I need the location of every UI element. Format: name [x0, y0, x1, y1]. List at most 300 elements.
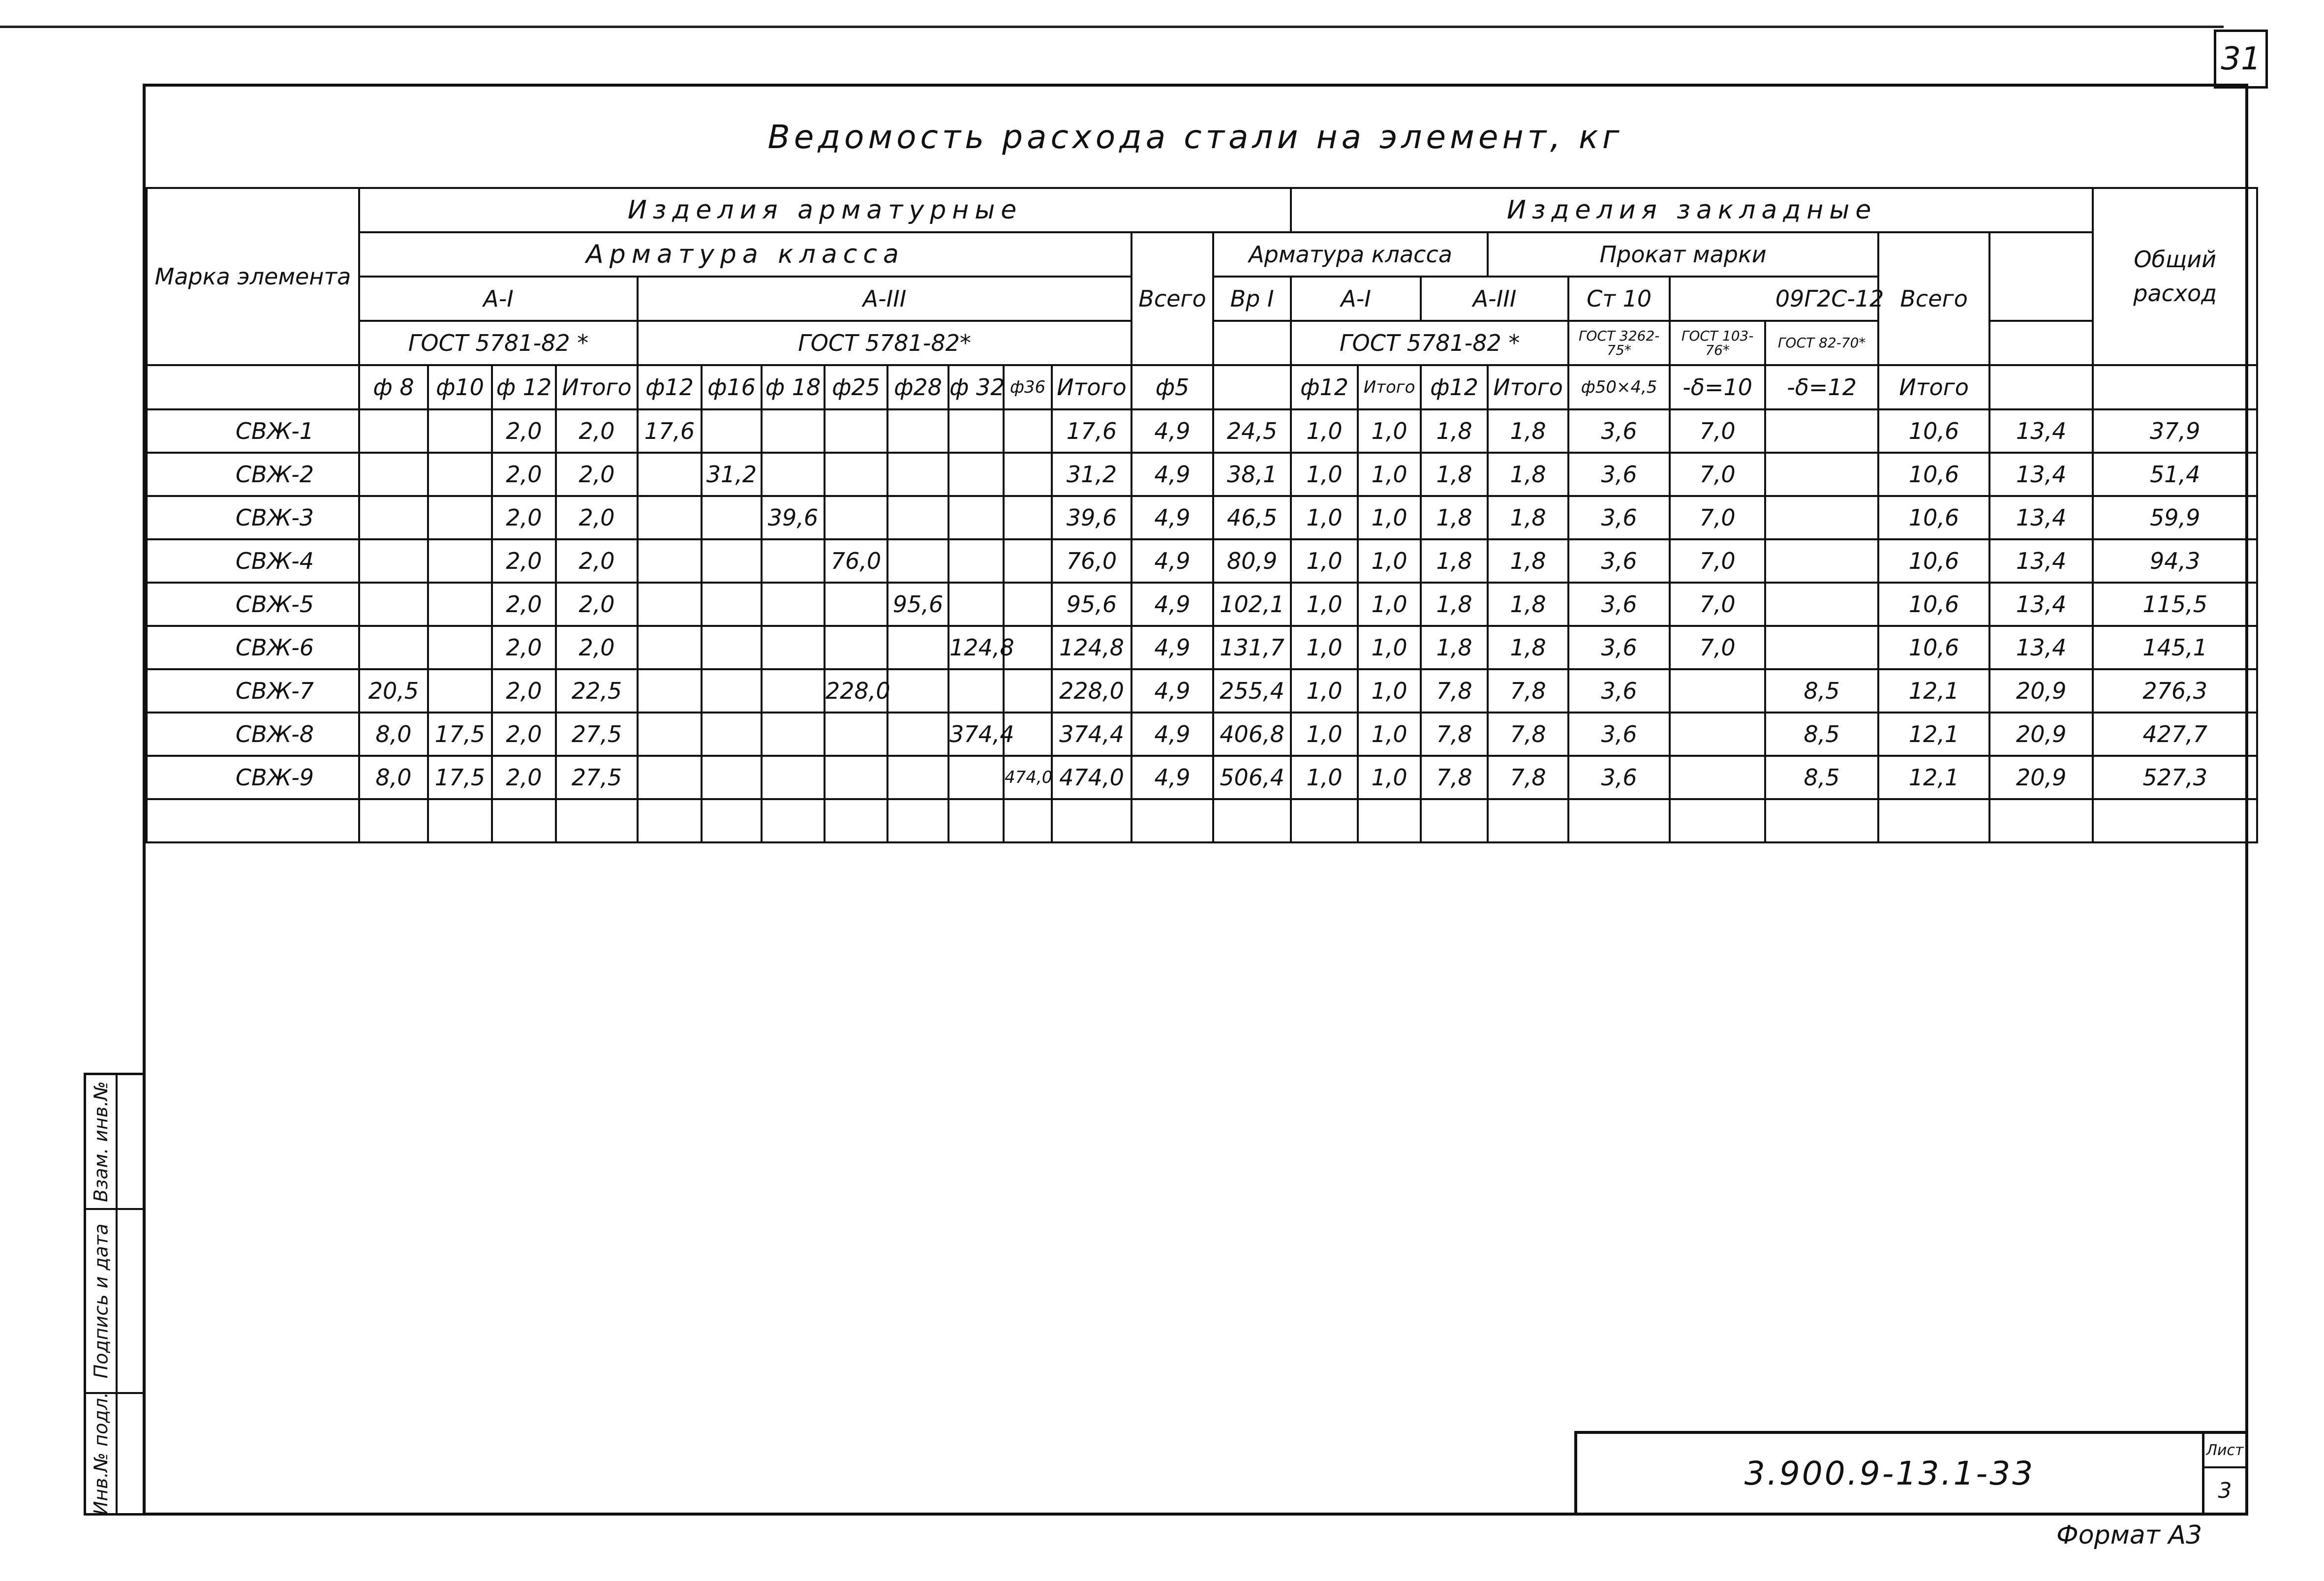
cell-a1-d8: [359, 539, 428, 583]
cell-d12: [1765, 583, 1878, 626]
cell-a1-d8: [359, 496, 428, 539]
cell-e-a1-d12: 1,0: [1291, 453, 1358, 496]
empty-cell: [1052, 799, 1131, 842]
cell-a1-itogo: 2,0: [556, 409, 638, 453]
empty-cell: [1878, 799, 1989, 842]
cell-d10: 7,0: [1670, 409, 1765, 453]
subheader-mark-empty: [147, 365, 359, 409]
subheader-d36: ф36: [1004, 365, 1052, 409]
cell-a3-itogo: 76,0: [1052, 539, 1131, 583]
cell-pipe: 3,6: [1568, 453, 1670, 496]
cell-a3-d25: [825, 756, 887, 799]
cell-a3-d25: 76,0: [825, 539, 887, 583]
cell-a3-itogo: 95,6: [1052, 583, 1131, 626]
cell-a1-d10: [428, 409, 492, 453]
cell-overall: 276,3: [2093, 669, 2257, 713]
header-reinf-class: Арматура класса: [359, 232, 1131, 277]
sheet-label: Лист: [2204, 1434, 2245, 1468]
cell-d10: 7,0: [1670, 583, 1765, 626]
empty-cell: [1989, 799, 2093, 842]
cell-r-itogo: 12,1: [1878, 669, 1989, 713]
header-a1: A-I: [359, 277, 638, 321]
cell-a3-d28: [887, 409, 948, 453]
subheader-d10: ф10: [428, 365, 492, 409]
empty-cell: [147, 799, 359, 842]
cell-a3-d25: [825, 713, 887, 756]
cell-bp-d5: 4,9: [1131, 539, 1213, 583]
row-mark-cell: СВЖ-8: [147, 713, 359, 756]
cell-a3-d28: [887, 496, 948, 539]
subheader-itogo: Итого: [556, 365, 638, 409]
empty-cell: [762, 799, 825, 842]
empty-cell: [825, 799, 887, 842]
cell-a3-itogo: 31,2: [1052, 453, 1131, 496]
header-bp-empty: [1213, 321, 1291, 365]
cell-a3-d32: 124,8: [948, 626, 1004, 669]
cell-r-itogo: 10,6: [1878, 626, 1989, 669]
empty-cell: [948, 799, 1004, 842]
empty-cell: [359, 799, 428, 842]
cell-a3-d28: [887, 539, 948, 583]
cell-e-a3-d12: 7,8: [1421, 756, 1488, 799]
cell-e-a3-d12: 1,8: [1421, 409, 1488, 453]
cell-overall: 51,4: [2093, 453, 2257, 496]
table-row: [147, 453, 2257, 496]
cell-a1-d10: 17,5: [428, 756, 492, 799]
cell-r-itogo: 10,6: [1878, 453, 1989, 496]
cell-e-total: 20,9: [1989, 713, 2093, 756]
header-general-consumption: Общий расход: [2093, 188, 2257, 365]
cell-e-total: 13,4: [1989, 539, 2093, 583]
cell-total: 80,9: [1213, 539, 1291, 583]
cell-e-a1-d12: 1,0: [1291, 713, 1358, 756]
cell-a3-d36: [1004, 669, 1052, 713]
cell-a1-itogo: 2,0: [556, 539, 638, 583]
header-gost-a1: ГОСТ 5781-82 *: [359, 321, 638, 365]
cell-a3-d25: [825, 583, 887, 626]
cell-pipe: 3,6: [1568, 756, 1670, 799]
cell-e-a1-d12: 1,0: [1291, 409, 1358, 453]
empty-cell: [492, 799, 556, 842]
sheet-number: 3: [2218, 1478, 2232, 1503]
cell-e-a1-itogo: 1,0: [1358, 626, 1421, 669]
table-row: [147, 539, 2257, 583]
cell-a1-d10: [428, 626, 492, 669]
cell-pipe: 3,6: [1568, 496, 1670, 539]
cell-a1-itogo: 2,0: [556, 626, 638, 669]
cell-a1-itogo: 2,0: [556, 496, 638, 539]
cell-a3-d36: [1004, 453, 1052, 496]
cell-a1-d12: 2,0: [492, 669, 556, 713]
cell-pipe: 3,6: [1568, 583, 1670, 626]
cell-a3-d25: [825, 626, 887, 669]
cell-a3-d18: 39,6: [762, 496, 825, 539]
row-mark-cell: СВЖ-1: [147, 409, 359, 453]
row-mark-cell: СВЖ-6: [147, 626, 359, 669]
cell-a3-d16: [702, 669, 762, 713]
header-a3: A-III: [638, 277, 1131, 321]
cell-a1-d10: [428, 669, 492, 713]
cell-a3-d16: [702, 539, 762, 583]
top-rule: [0, 26, 2224, 28]
cell-a3-d32: [948, 756, 1004, 799]
cell-e-a3-itogo: 1,8: [1488, 539, 1568, 583]
cell-e-a1-itogo: 1,0: [1358, 713, 1421, 756]
cell-e-total: 13,4: [1989, 453, 2093, 496]
cell-r-itogo: 10,6: [1878, 496, 1989, 539]
empty-cell: [1291, 799, 1358, 842]
cell-overall: 427,7: [2093, 713, 2257, 756]
cell-a1-itogo: 2,0: [556, 453, 638, 496]
cell-a3-d18: [762, 626, 825, 669]
cell-a1-d10: [428, 496, 492, 539]
row-mark-cell: СВЖ-5: [147, 583, 359, 626]
cell-d12: 8,5: [1765, 713, 1878, 756]
cell-bp-d5: 4,9: [1131, 756, 1213, 799]
row-mark-cell: СВЖ-7: [147, 669, 359, 713]
empty-cell: [1358, 799, 1421, 842]
cell-d10: 7,0: [1670, 453, 1765, 496]
cell-a3-itogo: 17,6: [1052, 409, 1131, 453]
cell-r-itogo: 10,6: [1878, 409, 1989, 453]
table-row: [147, 496, 2257, 539]
cell-e-a3-d12: 7,8: [1421, 669, 1488, 713]
cell-bp-d5: 4,9: [1131, 583, 1213, 626]
cell-d10: 7,0: [1670, 626, 1765, 669]
cell-a3-d32: [948, 669, 1004, 713]
title-block: [1574, 1431, 2248, 1516]
subheader-emb-d12b: ф12: [1421, 365, 1488, 409]
empty-cell: [2093, 799, 2257, 842]
cell-r-itogo: 12,1: [1878, 756, 1989, 799]
cell-e-a3-itogo: 1,8: [1488, 496, 1568, 539]
cell-a1-d8: [359, 583, 428, 626]
cell-bp-d5: 4,9: [1131, 496, 1213, 539]
cell-d12: 8,5: [1765, 756, 1878, 799]
cell-total: 506,4: [1213, 756, 1291, 799]
cell-a1-itogo: 27,5: [556, 713, 638, 756]
table-row: [147, 669, 2257, 713]
cell-a3-itogo: 39,6: [1052, 496, 1131, 539]
cell-a1-d12: 2,0: [492, 453, 556, 496]
cell-e-total: 13,4: [1989, 409, 2093, 453]
cell-a3-d18: [762, 669, 825, 713]
cell-a3-d32: [948, 409, 1004, 453]
cell-a3-d28: [887, 669, 948, 713]
cell-d10: [1670, 756, 1765, 799]
cell-a1-itogo: 2,0: [556, 583, 638, 626]
cell-e-total: 13,4: [1989, 496, 2093, 539]
cell-total: 102,1: [1213, 583, 1291, 626]
header-emb-a3: A-III: [1421, 277, 1568, 321]
cell-d10: [1670, 713, 1765, 756]
subheader-d28: ф28: [887, 365, 948, 409]
subheader-d32: ф 32: [948, 365, 1004, 409]
header-gost-103: ГОСТ 103-76*: [1670, 321, 1765, 365]
cell-a1-d12: 2,0: [492, 409, 556, 453]
cell-pipe: 3,6: [1568, 669, 1670, 713]
table-row: [147, 713, 2257, 756]
cell-a1-d8: 8,0: [359, 756, 428, 799]
cell-a3-d28: [887, 756, 948, 799]
subheader-d16: ф16: [702, 365, 762, 409]
cell-a3-d16: [702, 756, 762, 799]
cell-pipe: 3,6: [1568, 713, 1670, 756]
header-emb-total: Всего: [1878, 232, 1989, 365]
cell-e-a1-itogo: 1,0: [1358, 669, 1421, 713]
header-bp1: Bp I: [1213, 277, 1291, 321]
cell-a3-itogo: 474,0: [1052, 756, 1131, 799]
header-gost-a3: ГОСТ 5781-82*: [638, 321, 1131, 365]
cell-a1-itogo: 22,5: [556, 669, 638, 713]
header-emb-a1: A-I: [1291, 277, 1421, 321]
cell-e-a1-itogo: 1,0: [1358, 539, 1421, 583]
cell-a3-d25: [825, 409, 887, 453]
cell-e-a3-itogo: 7,8: [1488, 669, 1568, 713]
cell-overall: 94,3: [2093, 539, 2257, 583]
cell-a1-d8: 20,5: [359, 669, 428, 713]
empty-cell: [1765, 799, 1878, 842]
cell-e-a3-d12: 1,8: [1421, 496, 1488, 539]
cell-r-itogo: 10,6: [1878, 539, 1989, 583]
cell-a1-d8: [359, 453, 428, 496]
cell-a3-d12: [638, 669, 702, 713]
header-mark-element: Марка элемента: [147, 188, 359, 365]
subheader-a3-itogo: Итого: [1052, 365, 1131, 409]
empty-cell: [556, 799, 638, 842]
subheader-rolled-itogo: Итого: [1878, 365, 1989, 409]
cell-d10: 7,0: [1670, 539, 1765, 583]
header-emb-gost: ГОСТ 5781-82 *: [1291, 321, 1568, 365]
cell-e-a3-itogo: 1,8: [1488, 453, 1568, 496]
subheader-d18: ф 18: [762, 365, 825, 409]
table-row: [147, 626, 2257, 669]
side-replaces-inv: Взам. инв.№: [90, 1081, 112, 1202]
cell-a3-d18: [762, 539, 825, 583]
row-mark-cell: СВЖ-2: [147, 453, 359, 496]
cell-total: 38,1: [1213, 453, 1291, 496]
page-number: 31: [2214, 30, 2268, 89]
cell-a3-itogo: 124,8: [1052, 626, 1131, 669]
cell-bp-d5: 4,9: [1131, 669, 1213, 713]
cell-bp-d5: 4,9: [1131, 409, 1213, 453]
cell-a3-d28: 95,6: [887, 583, 948, 626]
cell-a3-itogo: 228,0: [1052, 669, 1131, 713]
cell-a1-d12: 2,0: [492, 496, 556, 539]
cell-total: 255,4: [1213, 669, 1291, 713]
row-mark-cell: СВЖ-3: [147, 496, 359, 539]
header-st10: Ст 10: [1568, 277, 1670, 321]
cell-r-itogo: 10,6: [1878, 583, 1989, 626]
cell-a3-d12: [638, 539, 702, 583]
cell-total: 46,5: [1213, 496, 1291, 539]
cell-e-total: 20,9: [1989, 756, 2093, 799]
cell-a3-d25: 228,0: [825, 669, 887, 713]
cell-a1-d10: [428, 453, 492, 496]
cell-a1-itogo: 27,5: [556, 756, 638, 799]
cell-a3-d12: [638, 496, 702, 539]
empty-cell: [1488, 799, 1568, 842]
cell-a3-d32: 374,4: [948, 713, 1004, 756]
table-row: [147, 756, 2257, 799]
subheader-d25: ф25: [825, 365, 887, 409]
cell-total: 131,7: [1213, 626, 1291, 669]
cell-d12: [1765, 409, 1878, 453]
cell-a1-d12: 2,0: [492, 539, 556, 583]
cell-e-a1-itogo: 1,0: [1358, 756, 1421, 799]
cell-a3-d12: [638, 756, 702, 799]
cell-a3-d12: [638, 583, 702, 626]
cell-a1-d12: 2,0: [492, 756, 556, 799]
cell-a3-d12: [638, 453, 702, 496]
empty-cell: [1568, 799, 1670, 842]
cell-e-a1-d12: 1,0: [1291, 626, 1358, 669]
cell-e-a3-itogo: 1,8: [1488, 626, 1568, 669]
empty-cell: [1131, 799, 1213, 842]
header-gost-empty: [1989, 321, 2093, 365]
cell-a3-d36: [1004, 496, 1052, 539]
cell-a3-d18: [762, 583, 825, 626]
cell-a3-d16: [702, 626, 762, 669]
cell-a3-d16: [702, 583, 762, 626]
cell-a3-d16: [702, 496, 762, 539]
cell-e-total: 20,9: [1989, 669, 2093, 713]
format-label: Формат А3: [2056, 1520, 2202, 1550]
cell-bp-d5: 4,9: [1131, 453, 1213, 496]
cell-e-a1-d12: 1,0: [1291, 496, 1358, 539]
cell-a1-d12: 2,0: [492, 713, 556, 756]
sheet-title: Ведомость расхода стали на элемент, кг: [767, 118, 1623, 156]
header-total: Всего: [1131, 232, 1213, 365]
side-signature-date: Подпись и дата: [90, 1223, 112, 1379]
cell-a1-d8: [359, 626, 428, 669]
cell-a3-d28: [887, 453, 948, 496]
empty-cell: [1213, 799, 1291, 842]
cell-a3-d18: [762, 453, 825, 496]
cell-a1-d8: 8,0: [359, 713, 428, 756]
cell-a3-d16: [702, 713, 762, 756]
cell-a3-d32: [948, 496, 1004, 539]
cell-a3-d36: [1004, 409, 1052, 453]
cell-e-total: 13,4: [1989, 583, 2093, 626]
cell-e-a1-itogo: 1,0: [1358, 453, 1421, 496]
cell-e-a3-itogo: 1,8: [1488, 409, 1568, 453]
steel-consumption-table: [146, 187, 2258, 843]
cell-e-a3-itogo: 1,8: [1488, 583, 1568, 626]
subheader-total-empty: [1213, 365, 1291, 409]
cell-a3-d12: [638, 626, 702, 669]
subheader-d5: ф5: [1131, 365, 1213, 409]
subheader-overall-empty: [2093, 365, 2257, 409]
cell-overall: 115,5: [2093, 583, 2257, 626]
side-inv-no: Инв.№ подл.: [90, 1392, 112, 1516]
header-embedded-products: Изделия закладные: [1291, 188, 2093, 232]
cell-a1-d12: 2,0: [492, 626, 556, 669]
cell-e-a1-itogo: 1,0: [1358, 496, 1421, 539]
cell-overall: 59,9: [2093, 496, 2257, 539]
cell-e-a1-itogo: 1,0: [1358, 583, 1421, 626]
empty-cell: [638, 799, 702, 842]
header-gost-82: ГОСТ 82-70*: [1765, 321, 1878, 365]
cell-bp-d5: 4,9: [1131, 626, 1213, 669]
cell-a3-d36: [1004, 583, 1052, 626]
cell-d10: [1670, 669, 1765, 713]
cell-overall: 145,1: [2093, 626, 2257, 669]
cell-a3-d16: [702, 409, 762, 453]
subheader-a3-d12: ф12: [638, 365, 702, 409]
cell-a1-d10: [428, 583, 492, 626]
cell-d12: 8,5: [1765, 669, 1878, 713]
cell-e-a3-itogo: 7,8: [1488, 713, 1568, 756]
cell-e-a3-itogo: 7,8: [1488, 756, 1568, 799]
side-stamp: [84, 1073, 146, 1516]
header-steel-09g2s: 09Г2С-12: [1670, 277, 1989, 321]
cell-e-a1-d12: 1,0: [1291, 669, 1358, 713]
cell-a1-d8: [359, 409, 428, 453]
cell-pipe: 3,6: [1568, 539, 1670, 583]
cell-a3-itogo: 374,4: [1052, 713, 1131, 756]
cell-a3-d32: [948, 583, 1004, 626]
cell-a3-d12: [638, 713, 702, 756]
subheader-pipe: ф50×4,5: [1568, 365, 1670, 409]
header-emb-reinf-class: Арматура класса: [1213, 232, 1488, 277]
subheader-d12: ф 12: [492, 365, 556, 409]
header-gost-3262: ГОСТ 3262-75*: [1568, 321, 1670, 365]
cell-overall: 527,3: [2093, 756, 2257, 799]
empty-cell: [1004, 799, 1052, 842]
cell-e-a1-itogo: 1,0: [1358, 409, 1421, 453]
cell-d12: [1765, 453, 1878, 496]
cell-a3-d32: [948, 539, 1004, 583]
cell-a3-d18: [762, 713, 825, 756]
empty-cell: [1670, 799, 1765, 842]
cell-e-total: 13,4: [1989, 626, 2093, 669]
cell-d12: [1765, 496, 1878, 539]
cell-a3-d36: 474,0: [1004, 756, 1052, 799]
cell-e-a1-d12: 1,0: [1291, 539, 1358, 583]
cell-a3-d36: [1004, 539, 1052, 583]
subheader-d8: ф 8: [359, 365, 428, 409]
subheader-emb-itogo2: Итого: [1488, 365, 1568, 409]
empty-cell: [887, 799, 948, 842]
header-rolled-brand: Прокат марки: [1488, 232, 1878, 277]
row-mark-cell: СВЖ-4: [147, 539, 359, 583]
subheader-emb-d12: ф12: [1291, 365, 1358, 409]
cell-total: 406,8: [1213, 713, 1291, 756]
cell-e-a1-d12: 1,0: [1291, 583, 1358, 626]
cell-d12: [1765, 539, 1878, 583]
cell-e-a3-d12: 1,8: [1421, 539, 1488, 583]
cell-a3-d18: [762, 409, 825, 453]
cell-a1-d12: 2,0: [492, 583, 556, 626]
cell-a1-d10: 17,5: [428, 713, 492, 756]
table-row-empty: [147, 799, 2257, 842]
cell-e-a3-d12: 1,8: [1421, 626, 1488, 669]
subheader-delta12: -δ=12: [1765, 365, 1878, 409]
cell-a3-d16: 31,2: [702, 453, 762, 496]
cell-a3-d28: [887, 626, 948, 669]
subheader-delta10: -δ=10: [1670, 365, 1765, 409]
cell-bp-d5: 4,9: [1131, 713, 1213, 756]
cell-a3-d25: [825, 496, 887, 539]
empty-cell: [428, 799, 492, 842]
cell-e-a1-d12: 1,0: [1291, 756, 1358, 799]
cell-r-itogo: 12,1: [1878, 713, 1989, 756]
subheader-emb-total-empty: [1989, 365, 2093, 409]
table-row: [147, 583, 2257, 626]
document-code: 3.900.9-13.1-33: [1744, 1454, 2035, 1492]
cell-a3-d28: [887, 713, 948, 756]
